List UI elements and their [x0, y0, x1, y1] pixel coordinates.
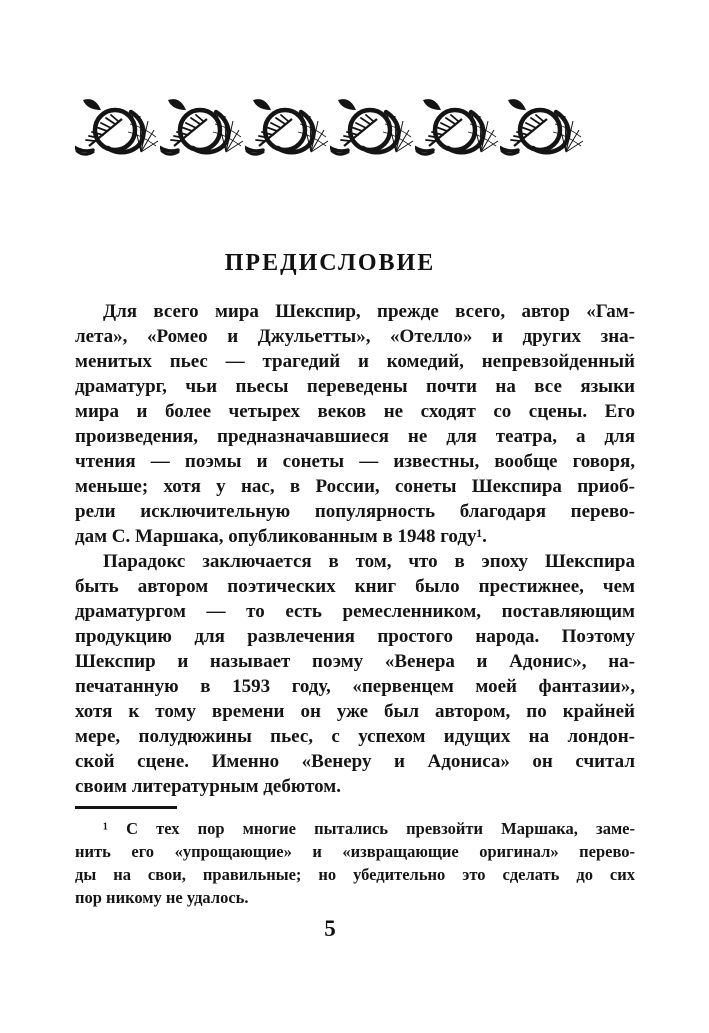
text-line: хотя к тому времени он уже был автором, по крайней — [75, 701, 635, 722]
text-line: драматургом — то есть ремесленником, поставляющим — [75, 601, 635, 622]
paragraph-1 — [75, 299, 635, 549]
text-line: ¹ С тех пор многие пытались превзойти Маршака, заме- — [103, 819, 635, 838]
text-line: продукцию для развлечения простого народа. Поэтому — [75, 626, 635, 647]
footnote — [75, 817, 635, 909]
text-line: мира и более четырех веков не сходят со сцены. Его — [75, 401, 635, 422]
footnote-separator — [75, 806, 177, 809]
text-line: Для всего мира Шекспир, прежде всего, автор «Гам- — [103, 301, 635, 322]
text-line: чтения — поэмы и сонеты — известны, вообще говоря, — [75, 451, 635, 472]
text-line: Парадокс заключается в том, что в эпоху Шекспира — [103, 551, 635, 572]
text-line: ской сцене. Именно «Венеру и Адониса» он считал — [75, 751, 635, 772]
text-line: меньше; хотя у нас, в России, сонеты Шекспира приоб- — [75, 476, 635, 497]
text-line: мере, полудюжины пьес, с успехом идущих на лондон- — [75, 726, 635, 747]
text-line: Шекспир и называет поэму «Венера и Адонис», на- — [75, 651, 635, 672]
floral-scroll-ornament — [75, 94, 585, 162]
text-line: менитых пьес — трагедий и комедий, непревзойденный — [75, 351, 635, 372]
text-line: пор никому не удалось. — [75, 888, 249, 907]
text-line: нить его «упрощающие» и «извращающие оригинал» перево- — [75, 842, 635, 861]
page-number: 5 — [324, 916, 336, 941]
text-line: драматург, чьи пьесы переведены почти на все языки — [75, 376, 635, 397]
text-line: своим литературным дебютом. — [75, 776, 341, 797]
body-text — [75, 299, 635, 799]
text-line: дам С. Маршака, опубликованным в 1948 году¹. — [75, 526, 487, 547]
text-line: печатанную в 1593 году, «первенцем моей фантазии», — [75, 676, 635, 697]
text-line: лета», «Ромео и Джульетты», «Отелло» и других зна- — [75, 326, 635, 347]
text-line: произведения, предназначавшиеся не для театра, а для — [75, 426, 635, 447]
text-line: быть автором поэтических книг было престижнее, чем — [75, 576, 635, 597]
paragraph-2 — [75, 549, 635, 799]
text-line: ды на свои, правильные; но убедительно это сделать до сих — [75, 865, 635, 884]
text-line: рели исключительную популярность благодаря перево- — [75, 501, 635, 522]
page-title: ПРЕДИСЛОВИЕ — [224, 250, 436, 276]
